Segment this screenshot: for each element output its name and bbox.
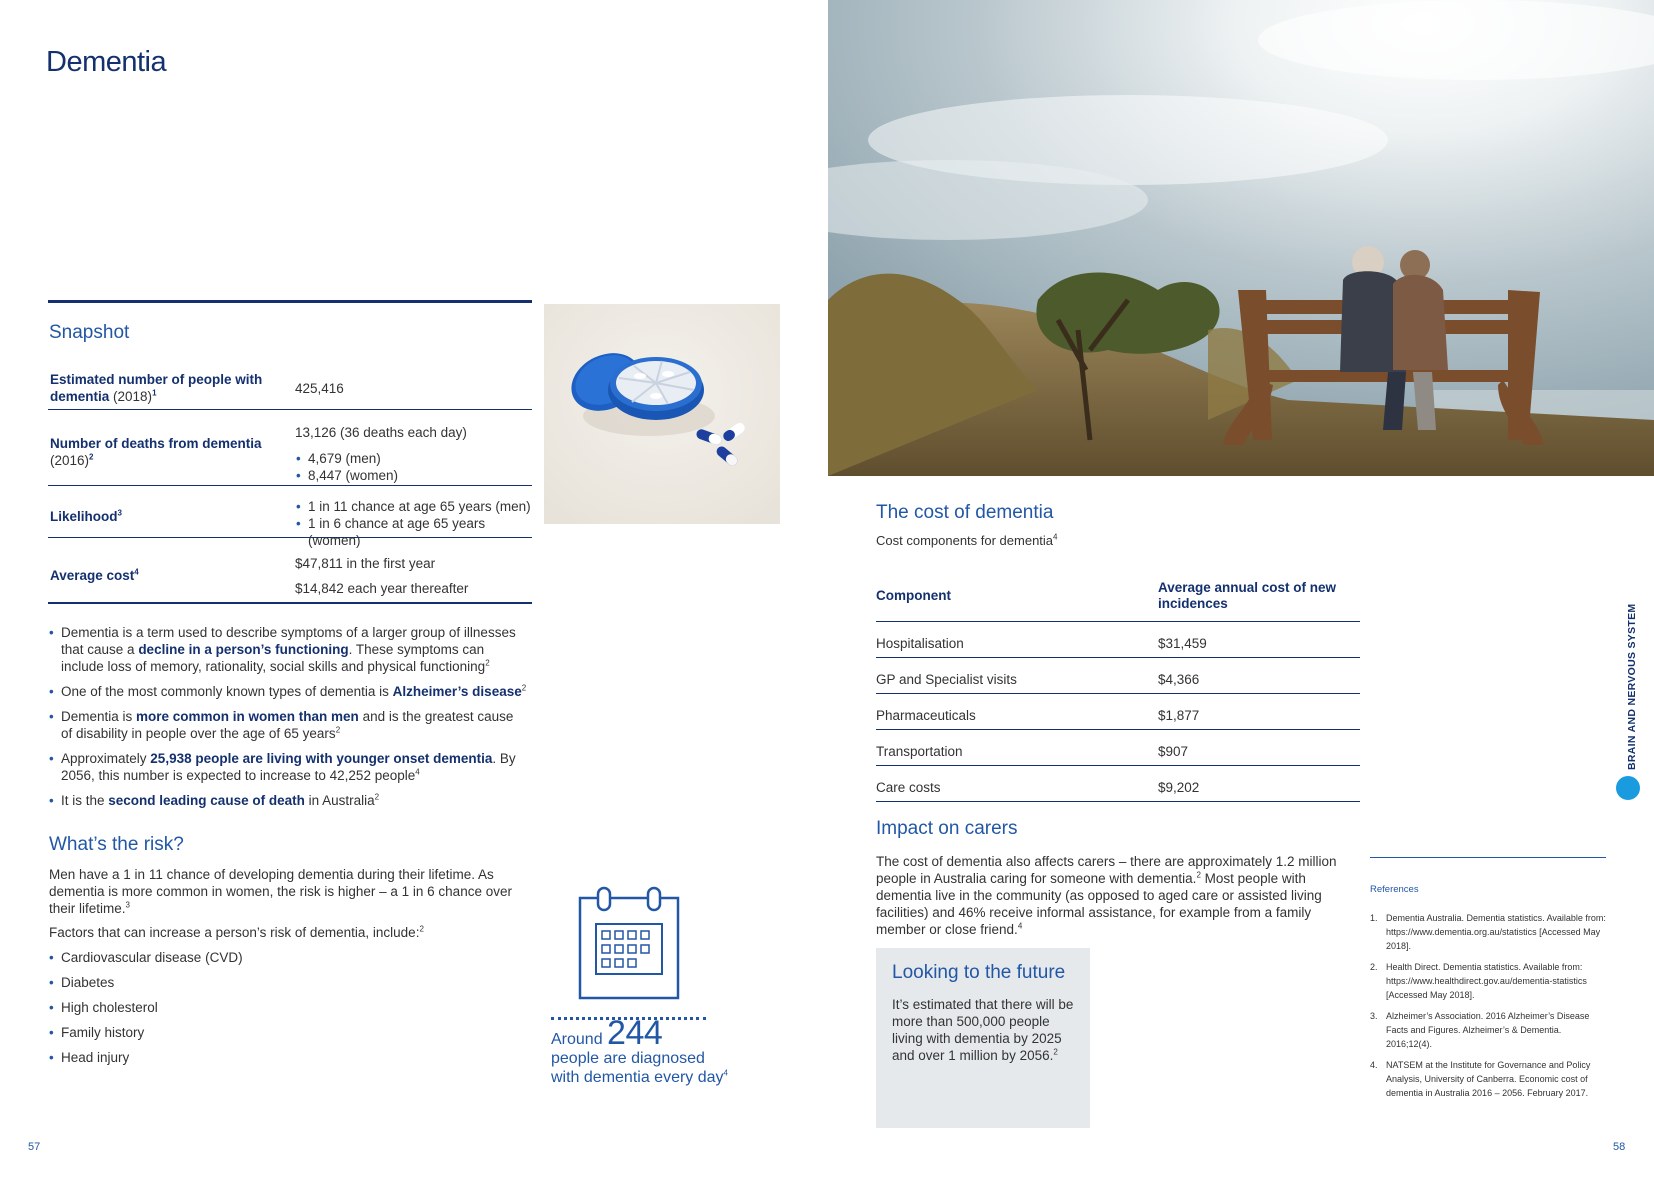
- reference-item: 1. Dementia Australia. Dementia statistics. Available from: https://www.dementia.org.au/statistics [Accessed May 2018].: [1370, 913, 1606, 951]
- snapshot-row-deaths: [48, 410, 532, 486]
- table-header-row: [876, 572, 1360, 622]
- cost-heading: The cost of dementia: [876, 502, 1054, 523]
- risk-factor-list: [48, 950, 243, 1075]
- table-row: Care costs $9,202: [876, 766, 1360, 802]
- future-callout-box: [876, 948, 1090, 1128]
- page-number-right: 58: [1613, 1141, 1626, 1153]
- list-item: • High cholesterol: [48, 1000, 243, 1025]
- table-row: Transportation $907: [876, 730, 1360, 766]
- list-item: • It is the second leading cause of death in Australia$^2$: [48, 792, 528, 809]
- column-header-component: Component: [876, 588, 951, 603]
- snapshot-label: Estimated number of people with dementia $(2018)^1$: [50, 372, 263, 404]
- page-number-left: 57: [28, 1141, 41, 1153]
- list-item: • One of the most commonly known types of dementia is Alzheimer’s disease$^2$: [48, 683, 528, 700]
- column-header-cost: Average annual cost of new incidences: [1158, 580, 1337, 611]
- reference-item: 4. NATSEM at the Institute for Governance and Policy Analysis, University of Canberra. Economic cost of dementia in Australia 2016 – 2056. February 2017.: [1370, 1060, 1591, 1098]
- list-item: • Dementia is more common in women than men and is the greatest cause of disability in people over the age of 65 years$^2$: [48, 708, 528, 742]
- future-paragraph: It’s estimated that there will be more than 500,000 people living with dementia by 2025 and over 1 million by 2056.$^2$: [892, 997, 1074, 1063]
- snapshot-value: $47,811 in the first year $14,842 each year thereafter: [295, 556, 469, 596]
- snapshot-row-people: [48, 358, 532, 410]
- snapshot-value: 425,416: [295, 381, 344, 396]
- hero-photo-couple-on-bench: [828, 0, 1654, 476]
- section-side-tab: BRAIN AND NERVOUS SYSTEM: [1626, 603, 1638, 770]
- cost-subheading: Cost components for dementia$^4$: [876, 532, 1058, 548]
- reference-item: 3. Alzheimer’s Association. 2016 Alzheimer’s Disease Facts and Figures. Alzheimer’s & Dementia. 2016;12(4).: [1370, 1011, 1590, 1049]
- cost-table: [876, 572, 1360, 802]
- reference-item: 2. Health Direct. Dementia statistics. Available from: https://www.healthdirect.gov.au/dementia-statistics [Accessed May 2018].: [1370, 962, 1587, 1000]
- page-title: Dementia: [46, 46, 167, 78]
- pill-box-icon: [544, 304, 780, 524]
- snapshot-row-cost: [48, 538, 532, 604]
- risk-heading: What’s the risk?: [49, 834, 184, 855]
- snapshot-heading: Snapshot: [49, 322, 130, 343]
- risk-factors-intro: Factors that can increase a person’s risk of dementia, include:$^2$: [49, 924, 424, 940]
- calendar-icon: [578, 886, 680, 1005]
- snapshot-row-likelihood: [48, 486, 532, 548]
- fact-list: [48, 624, 528, 817]
- table-row: Pharmaceuticals $1,877: [876, 694, 1360, 730]
- section-marker-dot: [1616, 776, 1640, 800]
- daily-diagnosis-stat: Around 244 people are diagnosed with dementia every day$^4$: [551, 1014, 728, 1086]
- snapshot-value: • 1 in 11 chance at age 65 years (men) • 1 in 6 chance at age 65 years (women): [295, 498, 532, 549]
- snapshot-value: 13,126 (36 deaths each day) • 4,679 (men) • 8,447 (women): [295, 424, 467, 484]
- snapshot-top-rule: [48, 300, 532, 303]
- list-item: • Approximately 25,938 people are living with younger onset dementia. By 2056, this number is expected to increase to 42,252 people$^4$: [48, 750, 528, 784]
- snapshot-label: Average cost$^4$: [50, 567, 139, 583]
- list-item: • Family history: [48, 1025, 243, 1050]
- references-rule: [1370, 857, 1606, 858]
- list-item: • Cardiovascular disease (CVD): [48, 950, 243, 975]
- list-item: • Dementia is a term used to describe symptoms of a larger group of illnesses that cause a decline in a person’s functioning. These symptoms can include loss of memory, rationality, social skills and physical functioning$^2$: [48, 624, 528, 675]
- pill-box-photo: [544, 304, 780, 524]
- references-heading: References: [1370, 884, 1419, 895]
- risk-paragraph: Men have a 1 in 11 chance of developing dementia during their lifetime. As dementia is more common in women, the risk is higher – a 1 in 6 chance over their lifetime.$^3$: [49, 867, 512, 916]
- table-row: GP and Specialist visits $4,366: [876, 658, 1360, 694]
- snapshot-label: Likelihood$^3$: [50, 508, 122, 524]
- future-heading: Looking to the future: [892, 962, 1066, 983]
- impact-paragraph: The cost of dementia also affects carers – there are approximately 1.2 million people in Australia caring for someone with dementia.$^2$ Most people with dementia live in the community (as opposed to aged care or assisted living facilities) and 46% receive informal assistance, for example from a family member or close friend.$^4$: [876, 854, 1337, 937]
- list-item: • Head injury: [48, 1050, 243, 1075]
- table-row: Hospitalisation $31,459: [876, 622, 1360, 658]
- references-list: [1370, 911, 1606, 1107]
- impact-heading: Impact on carers: [876, 818, 1018, 839]
- list-item: • Diabetes: [48, 975, 243, 1000]
- snapshot-label: Number of deaths from dementia $(2016)^2$: [50, 436, 262, 468]
- stat-number: 244: [607, 1014, 663, 1052]
